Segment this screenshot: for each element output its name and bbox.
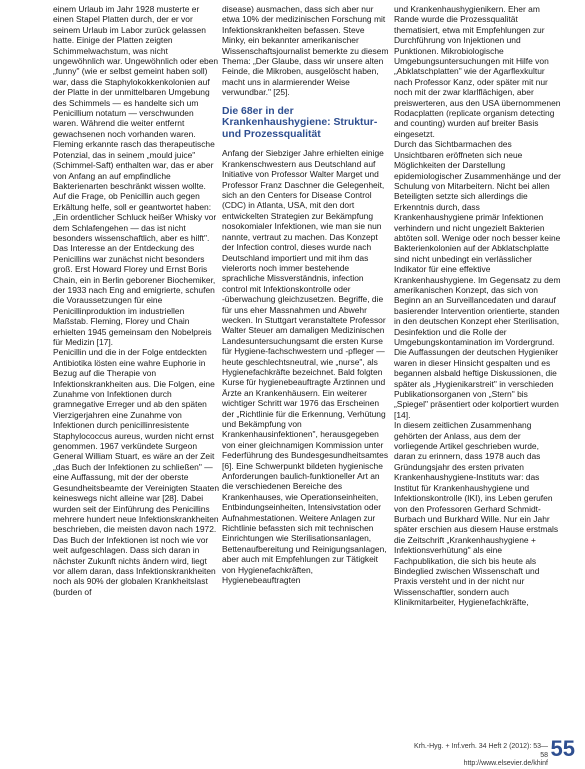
page-footer (410, 737, 575, 765)
footer-citation (410, 743, 548, 769)
paragraph: und Krankenhaushygienikern. Eher am Rande wurde die Prozessqualität thematisiert, etwa mit Empfehlungen zur Durchführung von Injektionen und Punktionen. Mikrobiologische Umgebungsuntersuchungen mit Hilfe von „Abklatschplatten" wie der Agarflexkultur nach Professor Kanz, oder später mit nur noch mit der zwar klarlflächigen, aber preiswerteren, aus den USA übernommenen Rodacplatten (replicate organism detecting and counting) wurden auf breiter Basis eingesetzt. (394, 4, 561, 139)
paragraph: einem Urlaub im Jahr 1928 musterte er einen Stapel Platten durch, der er vor seinem Urlaub im Labor zurück gelassen hatte. Einige der Platten zeigten Schimmelwachstum, was nicht ungewöhnlich war. Ungewöhnlich oder eben „funny" (wie er selbst gemeint haben soll) war, dass die Staphylokokkenkolonien auf der Platte in der unmittelbaren Umgebung des Schimmels — es handelte sich um Penicillium notatum — verschwunden waren. Während die weiter entfernt gewachsenen noch vorhanden waren. Fleming erkannte rasch das therapeutische Potenzial, das in seinem „mould juice" (Schimmel-Saft) enthalten war, das er aber von Anfang an auf empfindliche Bakterienarten beschränkt wissen wollte. Auf die Frage, ob Penicillin auch gegen Erkältung helfe, soll er geantwortet haben: „Ein ordentlicher Schluck heißer Whisky vor dem Schlafengehen — das ist nicht besonders wissenschaftlich, aber es hilft". Das Interesse an der Entdeckung des Penicillins war zunächst nicht besonders groß. Erst Howard Florey und Ernst Boris Chain, ein in Berlin geborener Biochemiker, der 1933 nach Eng and emigrierte, schufen die Voraussetzungen für eine Penicillinproduktion im industriellen Maßstab. Fleming, Florey und Chain erhielten 1945 gemeinsam den Nobelpreis für Medizin [17]. (53, 4, 219, 347)
paragraph: Penicillin und die in der Folge entdeckten Antibiotika lösten eine wahre Euphorie in Bezug auf die Therapie von Infektionskrankheiten aus. Die Folgen, eine Zunahme von Infektionen durch gramnegative Erreger und ab den späten Vierzigerjahren eine Zunahme von Infektionen durch penicillinresistente Staphylococcus aureus, wurden nicht ernst genommen. 1967 verkündete Surgeon General William Stuart, es wäre an der Zeit „das Buch der Infektionen zu schließen" — eine Auffassung, mit der der oberste Gesundheitsbeamte der Vereinigten Staaten keineswegs nicht alleine war [28]. Dabei wurden seit der Einführung des Penicillins mehrere hundert neue Infektionskrankheiten beschrieben, die meisten davon nach 1972. Das Buch der Infektionen ist noch wie vor weit aufgeschlagen. Dass sich daran in nächster Zukunft nichts ändern wird, liegt vor allem daran, dass Infektionskrankheiten noch als 90% der globalen Krankheitslast (burden of (53, 347, 220, 597)
paragraph: Anfang der Siebziger Jahre erhielten einige Krankenschwestern aus Deutschland auf Initiative von Professor Walter Marget und Professor Franz Daschner die Gelegenheit, sich an den Centers for Disease Control (CDC) in Atlanta, USA, mit den dort entwickelten Strategien zur Bekämpfung nosokomialer Infektionen, wie man sie nun nannte, vertraut zu machen. Das Konzept der Infection control, dieses wurde nach Deutschland importiert und mit ihm das vielerorts noch immer bestehende sprachliche Missverständnis, infection control mit Infektionskontrolle oder -überwachung gleichzusetzen. Begriffe, die für uns eher Massnahmen und Abwehr wecken. In Stuttgart veranstaltete Professor Walter Steuer am damaligen Medizinischen Landesuntersuchungsamt die ersten Kurse für Hygiene-fachschwestern und -pfleger — heute geschlechtsneutral, wie „nurse", als Hygienefachkräfte bezeichnet. Bald folgten Kurse für hygienebeauftragte Ärztinnen und Ärzte an Krankenhäusern. Ein weiterer wichtiger Schritt war 1976 das Erscheinen der „Richtlinie für die Erkennung, Verhütung und Bekämpfung von Krankenhausinfektionen", herausgegeben von einer gleichnamigen Kommission unter Federführung des Bundesgesundheitsamtes [6]. Eine Schwerpunkt bildeten hygienische Anforderungen baulich-funktioneller Art an die verschiedenen Bereiche des Krankenhauses, wie Operationseinheiten, Entbindungseinheiten, Intensivstation oder Aufnahmestationen. Weitere Anlagen zur Richtlinie befassten sich mit technischen Einrichtungen wie Sterilisationsanlagen, Bettenaufbereitung und Reinigungsanlagen, aber auch mit Empfehlungen zur Tätigkeit von Hygienefachkräften, Hygienebeauftragten (222, 148, 389, 586)
paragraph: In diesem zeitlichen Zusammenhang gehörten der Anlass, aus dem der vorliegende Artikel geschrieben wurde, daran zu erinnern, dass 1978 auch das Gründungsjahr des ersten privaten Krankenhaushygiene-Instituts war: das Institut für Krankenhaushygiene und Infektionskontrolle (IKI), ins Leben gerufen von den Professoren Gerhard Schmidt-Burbach und Burkhard Wille. Nur ein Jahr später erschien aus diesem Hause erstmals die Zeitschrift „Krankenhaushygiene + Infektionsverhütung" als eine Fachpublikation, die sich bis heute als Bindeglied zwischen Wissenschaft und Praxis versteht und in der nicht nur Wissenschaftler, sondern auch Klinikmitarbeiter, Hygienefachkräfte, (394, 420, 559, 608)
section-heading: Die 68er in der Krankenhaushygiene: Struktur- und Prozessqualität (222, 105, 378, 140)
journal-reference: Krh.-Hyg. + Inf.verh. 34 Heft 2 (2012): 53—58 (413, 743, 548, 759)
paragraph: disease) ausmachen, dass sich aber nur etwa 10% der medizinischen Forschung mit Infektionskrankheiten befassen. Steve Minky, ein bekannter amerikanischer Wissenschaftsjournalist bemerkte zu diesem Thema: „Der Glaube, dass wir unsere alten Feinde, die Mikroben, ausgelöscht haben, macht uns in alarmierender Weise verwundbar." [25]. (222, 4, 389, 98)
paragraph: Durch das Sichtbarmachen des Unsichtbaren eröffneten sich neue Möglichkeiten der Darstellung epidemiologischer Zusammenhänge und der Schulung von Mitarbeitern. Nicht bei allen Beteiligten setzte sich allerdings die Erkenntnis durch, dass Krankenhaushygiene primär Infektionen verhindern und nicht ungezielt Bakterien abtöten soll. Wenige oder noch besser keine Bakterienkolonien auf der Abklatschplatte sind nicht unbedingt ein verlässlicher Indikator für eine effektive Krankenhaushygiene. Im Gegensatz zu dem amerikanischen Konzept, das sich von Beginn an an Surveillancedaten und darauf basierender Intervention orientierte, standen in den deutschen Konzept eher Sterilisation, Desinfektion und die Rolle der Umgebungskontamination im Vordergrund. Die Auffassungen der deutschen Hygieniker waren in dieser Hinsicht gespalten und es begannen alsbald heftige Diskussionen, die später als „Hygienikarstreit" in verschieden Publikationsorganen von „Stern" bis „Spiegel" präsentiert oder kolportiert wurden [14]. (394, 139, 561, 420)
page-number: 55 (550, 736, 575, 761)
text-column-3 (394, 4, 561, 608)
text-column-2 (222, 4, 389, 586)
text-column-1 (53, 4, 220, 597)
journal-url-link[interactable]: http://www.elsevier.de/khinf (463, 760, 548, 767)
